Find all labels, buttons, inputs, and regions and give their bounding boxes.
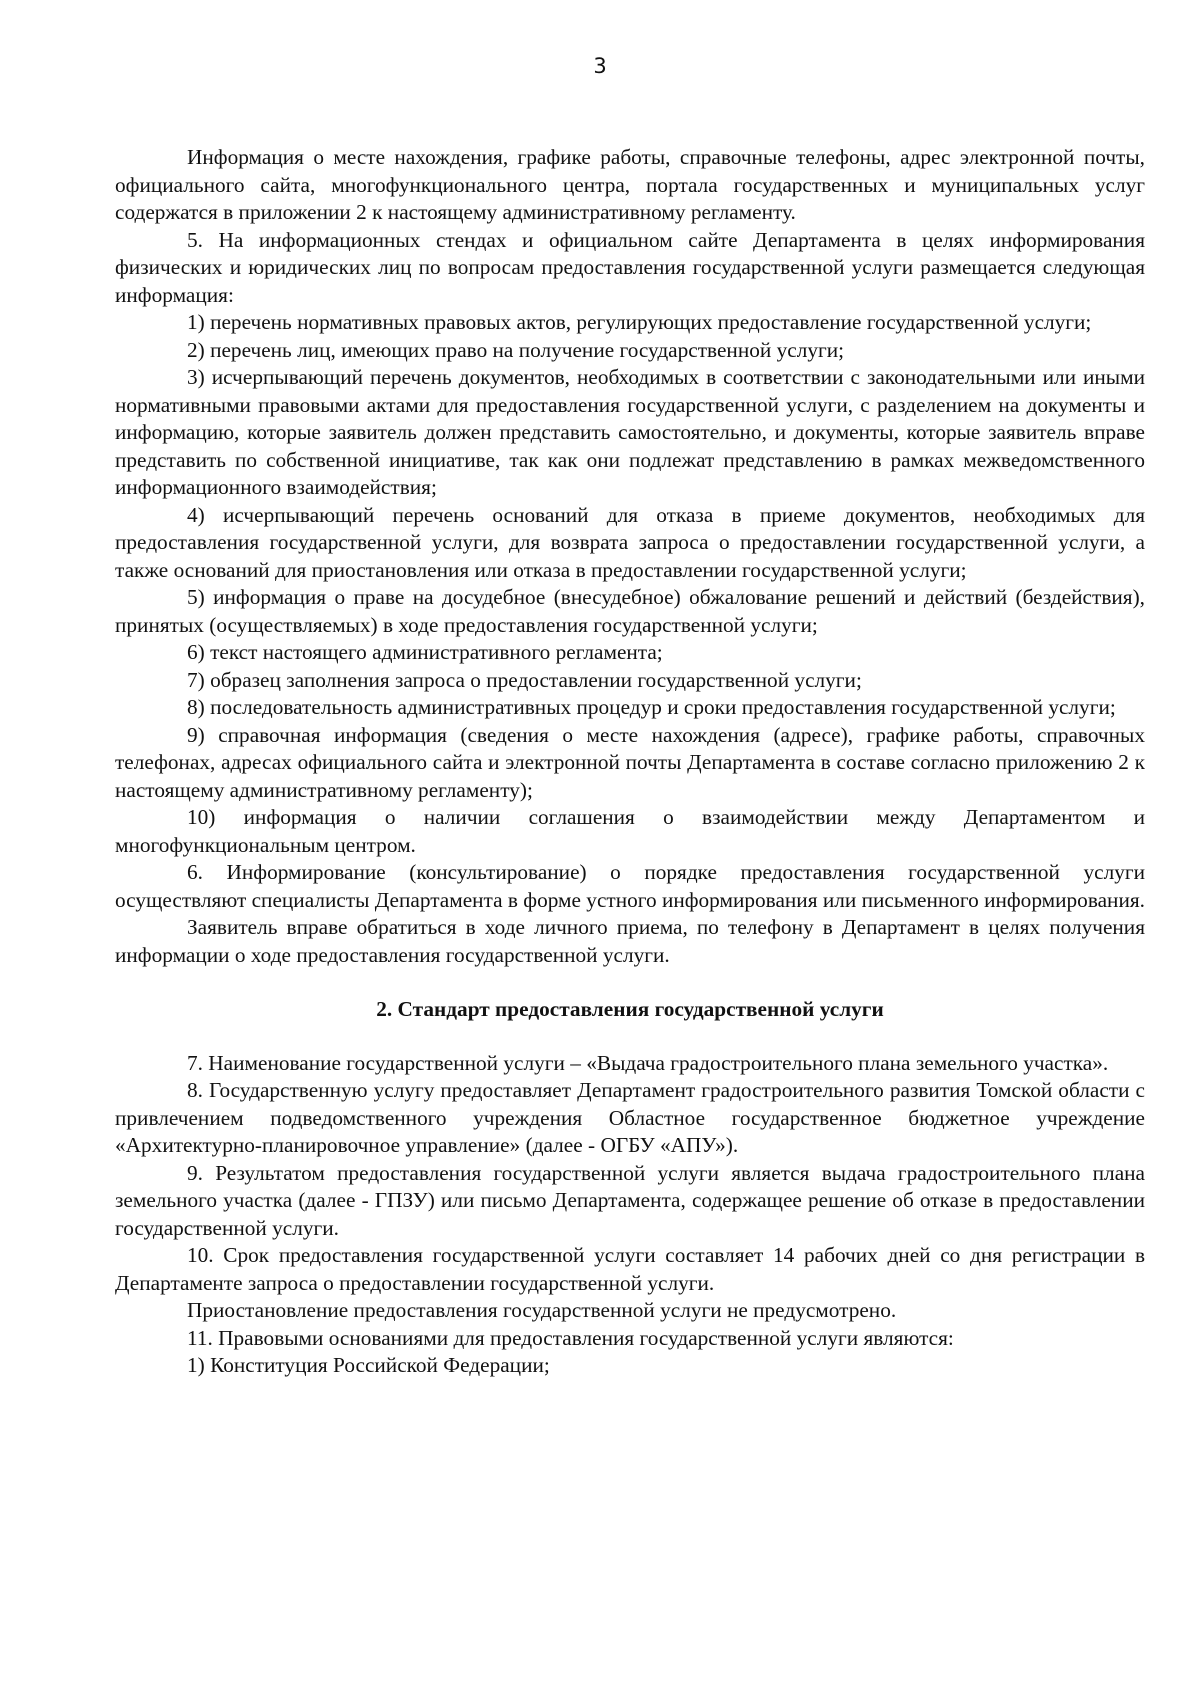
list-item-1: 1) перечень нормативных правовых актов, регулирующих предоставление государственной услуги; — [187, 310, 1092, 334]
paragraph-item-8: 8. Государственную услугу предоставляет Департамент градостроительного развития Томской области с привлечением подведомственного учреждения Областное государственное бюджетное учреждение «Архитектурно-планировочное управление» (далее - ОГБУ «АПУ»). — [115, 1078, 1145, 1157]
paragraph-contact-info: Информация о месте нахождения, графике работы, справочные телефоны, адрес электронной почты, официального сайта, многофункционального центра, портала государственных и муниципальных услуг содержатся в приложении 2 к настоящему административному регламенту. — [115, 145, 1145, 224]
paragraph-item-6: 6. Информирование (консультирование) о порядке предоставления государственной услуги осуществляют специалисты Департамента в форме устного информирования или письменного информирования. — [115, 860, 1145, 912]
paragraph-item-5: 5. На информационных стендах и официальном сайте Департамента в целях информирования физических и юридических лиц по вопросам предоставления государственной услуги размещается следующая информация: — [115, 227, 1145, 307]
paragraph-item-9: 9. Результатом предоставления государственной услуги является выдача градостроительного плана земельного участка (далее - ГПЗУ) или письмо Департамента, содержащее решение об отказе в предоставлении государственной услуги. — [115, 1160, 1145, 1240]
list-item-6: 6) текст настоящего административного регламента; — [187, 640, 663, 664]
list-item-8: 8) последовательность административных процедур и сроки предоставления государственной услуги; — [187, 695, 1116, 719]
paragraph-item-11: 11. Правовыми основаниями для предоставления государственной услуги являются: — [187, 1325, 954, 1350]
paragraph-item-10: 10. Срок предоставления государственной услуги составляет 14 рабочих дней со дня регистрации в Департаменте запроса о предоставлении государственной услуги. — [115, 1243, 1145, 1295]
list-item-7: 7) образец заполнения запроса о предоставлении государственной услуги; — [187, 667, 862, 692]
list-item-10: 10) информация о наличии соглашения о взаимодействии между Департаментом и многофункциональным центром. — [115, 805, 1145, 857]
list-item-3: 3) исчерпывающий перечень документов, необходимых в соответствии с законодательными или иными нормативными правовыми актами для предоставления государственной услуги, с разделением на документы и информацию, которые заявитель должен представить самостоятельно, и документы, которые заявитель вправе представить по собственной инициативе, так как они подлежат представлению в рамках межведомственного информационного взаимодействия; — [115, 365, 1145, 499]
paragraph-suspension: Приостановление предоставления государственной услуги не предусмотрено. — [187, 1298, 897, 1322]
page-number: 3 — [593, 54, 607, 78]
paragraph-item-7: 7. Наименование государственной услуги – «Выдача градостроительного плана земельного участка». — [187, 1050, 1109, 1075]
list-item-4: 4) исчерпывающий перечень оснований для отказа в приеме документов, необходимых для предоставления государственной услуги, для возврата запроса о предоставлении государственной услуги, а также оснований для приостановления или отказа в предоставлении государственной услуги; — [115, 502, 1145, 582]
legal-basis-item-1: 1) Конституция Российской Федерации; — [187, 1353, 550, 1377]
list-item-9: 9) справочная информация (сведения о месте нахождения (адресе), графике работы, справочных телефонах, адресах официального сайта и электронной почты Департамента в составе согласно приложению 2 к настоящему административному регламенту); — [115, 722, 1145, 802]
list-item-5: 5) информация о праве на досудебное (внесудебное) обжалование решений и действий (бездействия), принятых (осуществляемых) в ходе предоставления государственной услуги; — [115, 585, 1145, 637]
paragraph-applicant: Заявитель вправе обратиться в ходе личного приема, по телефону в Департамент в целях получения информации о ходе предоставления государственной услуги. — [115, 915, 1145, 967]
document-body — [115, 144, 1145, 1380]
section-heading: 2. Стандарт предоставления государственной услуги — [376, 997, 884, 1021]
list-item-2: 2) перечень лиц, имеющих право на получение государственной услуги; — [187, 337, 845, 362]
